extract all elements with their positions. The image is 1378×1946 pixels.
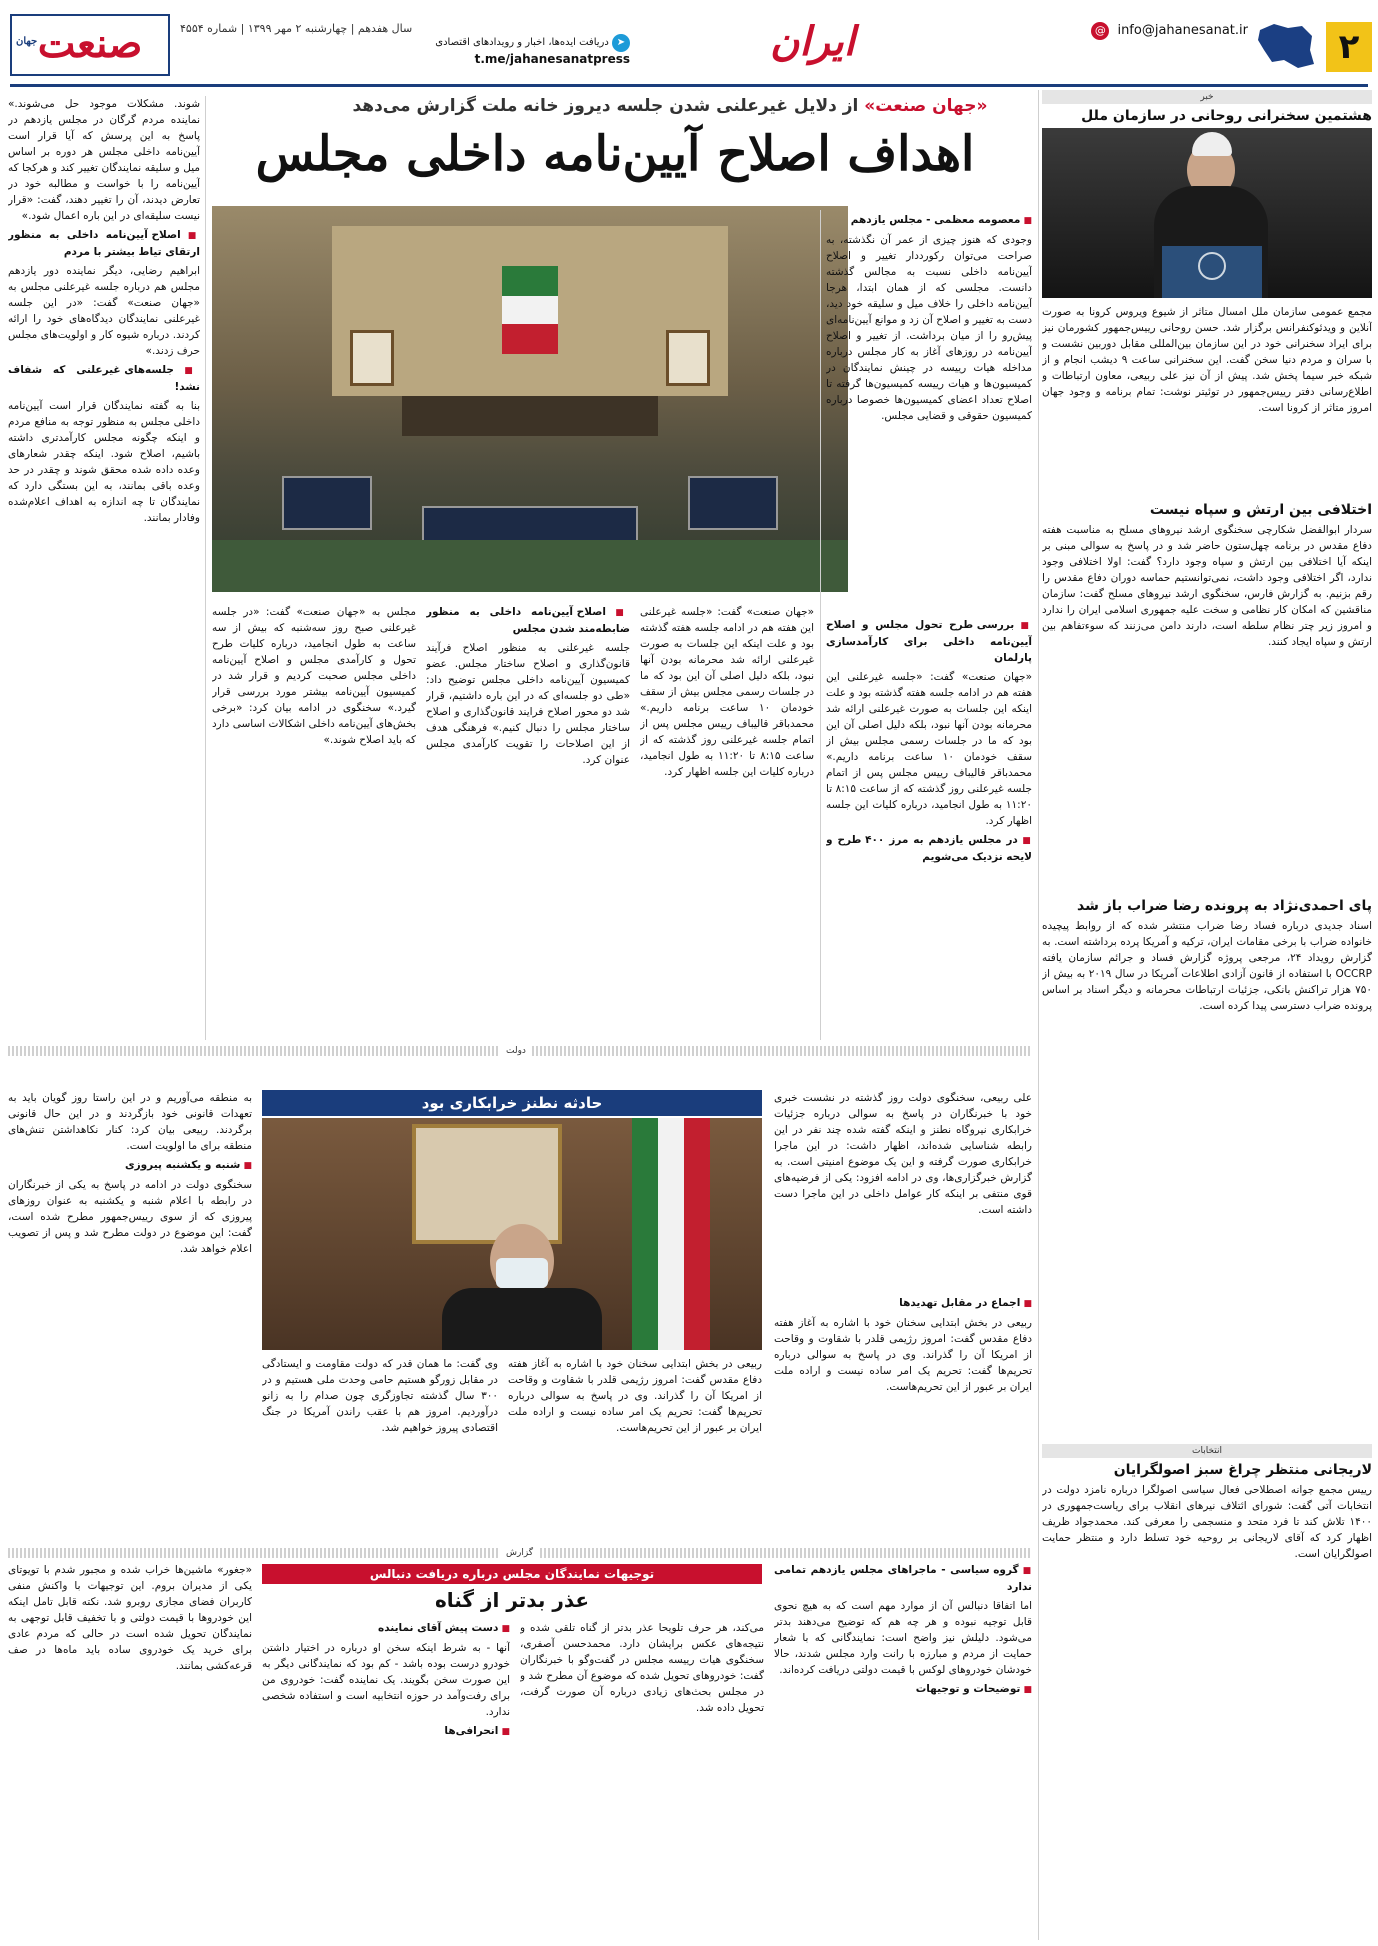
story3-col4-text: «جغور» ماشین‌ها خراب شده و مجبور شدم با تویوتای یکی از مدیران بروم. این توجیهات با واکنش منفی کاربران فضای مجازی روبرو شد. نکته قابل تامل اینکه این خودروها با قیمت دولتی و با تخفیف قابل توجهی به نمایندگان تحویل شده است در حالی که مردم عادی برای خرید یک خودروی ساده باید ماه‌ها در صف قرعه‌کشی بمانند. <box>8 1564 252 1672</box>
lead-col3-text: جلسه غیرعلنی به منظور اصلاح فرآیند قانون‌گذاری و اصلاح ساختار مجلس. عضو کمیسیون آیین‌نامه داخلی مجلس توضیح داد: «طی دو جلسه‌ای که در این باره داشتیم، قرار شد دو محور اصلاح فرایند قانون‌گذاری و اصلاح ساختار مجلس را دنبال کنیم.» فرهنگی هدف از این اصلاحات را تقویت کارآمدی مجلس عنوان کرد. <box>426 642 630 766</box>
story3-col3-text: آنها - به شرط اینکه سخن او درباره در اختیار داشتن خودرو درست بوده باشد - کم بود که نمایندگانی دیگر به این صورت سخن بگویند. یک نماینده گفت: خودروی من برای رفت‌وآمد در حوزه انتخابیه است و استفاده شخصی ندارد. <box>262 1642 510 1718</box>
story2-col1-text: علی ربیعی، سخنگوی دولت روز گذشته در نشست خبری خود با خبرنگاران در پاسخ به سوالی درباره جزئیات خرابکاری نیروگاه نطنز و اینکه گفته شده چند نفر در این رابطه شناسایی شده‌اند، اظهار داشت: در این ماجرا خرابکاری صورت گرفته و این یک موضوع امنیتی است. به گزارش خبرگزاری‌ها، وی در ادامه افزود: یکی از فرضیه‌های قوی منتفی بر اینکه کار عوامل داخلی در این ماجرا دست داشته است. <box>774 1092 1032 1216</box>
sidebar-story2-body: سردار ابوالفضل شکارچی سخنگوی ارشد نیروهای مسلح به مناسبت هفته دفاع مقدس در برنامه چهل‌ستون حاضر شد و در پاسخ به سوالی مبنی بر اینکه آیا اختلافی بین ارتش و سپاه وجود دارد؟ گفت: اولا اختلافی وجود ندارد، اگر اختلافی وجود داشت، نمی‌توانستیم حماسه دوران دفاع مقدس را رقم بزنیم. به گزارش فارس، سخنگوی ارشد نیروهای مسلح گفت: سازمان مناقشین که امکان کار نظامی و سخت علیه جمهوری اسلامی ایران را ندارد و امروز زیر چتر نظام سلطه است، دارند دامن می‌زنند که سوءتفاهم بین ارتش و سپاه ایجاد کنند. <box>1042 524 1372 648</box>
lead-col5c-text: بنا به گفته نمایندگان قرار است آیین‌نامه داخلی مجلس به منظور توجه به منافع مردم و اینکه چگونه مجلس کارآمدتری داشته باشیم، اصلاح شود. اینکه چقدر شعارهای وعده داده شده محقق شوند و چقدر در حد وعده باقی بمانند، به این بستگی دارد که نمایندگان تا چه اندازه به اهداف اعلام‌شده وفادار بمانند. <box>8 400 200 524</box>
sidebar-story3-title[interactable]: پای احمدی‌نژاد به پرونده رضا ضراب باز شد <box>1076 898 1372 914</box>
lead-col4-text: مجلس به «جهان صنعت» گفت: «در جلسه غیرعلنی صبح روز سه‌شنبه که بیش از سه ساعت به طول انجامید، درباره کلیات طرح تحول و کارآمدی مجلس و اصلاح آیین‌نامه داخلی مجلس صحبت کردیم و قرار شد در کمیسیون آیین‌نامه بیشتر مورد بررسی قرار گیرد.» سخنگوی در ادامه بیان کرد: «برخی بخش‌های آیین‌نامه داخلی اشکالات اساسی دارد که باید اصلاح شوند.» <box>212 606 416 746</box>
lead-col4 <box>212 604 416 1034</box>
story3-col2-text: می‌کند، هر حرف تلویحا عذر بدتر از گناه تلقی شده و نتیجه‌های عکس برایشان دارد. محمدحسن آصفری، سخنگوی هیات رییسه مجلس در گفت‌وگو با خبرنگاران گفت: خودروهای تحویل شده که موضوع آن مطرح شد و در مجلس بحث‌های زیادی درباره آن صورت گرفت، تحویل داده شد. <box>520 1622 764 1714</box>
lead-col2-text: «جهان صنعت» گفت: «جلسه غیرعلنی این هفته هم در ادامه جلسه هفته گذشته بود و علت اینکه این جلسات به صورت غیرعلنی ارائه شد محرمانه بودن آنها نبود، بلکه دلیل اصلی آن این بود که ما در جلسات رسمی مجلس بیش از سقف خودمان ۱۰ ساعت برنامه داریم.» محمدباقر قالیباف رییس مجلس پس از اتمام جلسه غیرعلنی روز گذشته که از ساعت ۸:۱۵ تا ۱۱:۲۰ به طول انجامید، درباره کلیات این جلسه اظهار کرد. <box>826 671 1032 827</box>
lead-kicker-text: از دلایل غیرعلنی شدن جلسه دیروز خانه ملت گزارش می‌دهد <box>352 96 859 116</box>
lead-col5b-text: ابراهیم رضایی، دیگر نماینده دور یازدهم مجلس هم درباره جلسه غیرعلنی مجلس به «جهان صنعت» گفت: «در این جلسه غیرعلنی نمایندگان دیدگاه‌های خود را ارائه کردند. درباره شیوه کار و اولویت‌های مجلس حرف زدند.» <box>8 265 200 357</box>
lead-col1b <box>826 614 1032 1034</box>
sidebar-story3-body: اسناد جدیدی درباره فساد رضا ضراب منتشر شده که از روابط پیچیده خانواده ضراب با برخی مقامات ایران، ترکیه و آمریکا پرده برداشته است. به گزارش رویداد ۲۴، مرجعی پروژه گزارش فساد و جرائم سازمان یافته OCCRP با استفاده از قانون آزادی اطلاعات آمریکا در سال ۲۰۱۹ به بیش از ۷۵۰ هزار تراکنش بانکی، جزئیات ارتباطات محرمانه و دیگر اسناد بر اساس پرونده ضراب دسترسی پیدا کرده است. <box>1042 920 1372 1012</box>
story3-sub1: ■ توضیحات و توجیهات <box>774 1681 1032 1698</box>
lead-headline[interactable]: اهداف اصلاح آیین‌نامه داخلی مجلس <box>255 126 975 182</box>
story3-sub3: ■ انحرافی‌ها <box>262 1723 510 1740</box>
story3-col3 <box>262 1620 510 1940</box>
lead-col-rule <box>820 210 821 1040</box>
lead-col2-cont: «جهان صنعت» گفت: «جلسه غیرعلنی این هفته هم در ادامه جلسه هفته گذشته بود و علت اینکه این جلسات به صورت غیرعلنی ارائه شد محرمانه بودن آنها نبود، بلکه دلیل اصلی آن این بود که ما در جلسات رسمی مجلس بیش از سقف خودمان ۱۰ ساعت برنامه داریم.» محمدباقر قالیباف رییس مجلس پس از اتمام جلسه غیرعلنی روز گذشته که از ساعت ۸:۱۵ تا ۱۱:۲۰ به طول انجامید، درباره کلیات این جلسه اظهار کرد. <box>640 606 814 778</box>
logo-small-text: جهان <box>16 36 38 47</box>
section-title: ایران <box>770 18 855 65</box>
email-icon: @ <box>1091 22 1109 40</box>
story3-sub2: ■ دست پیش آقای نماینده <box>262 1620 510 1637</box>
section-label-report: گزارش <box>500 1548 539 1558</box>
left-col-rule <box>205 96 206 1040</box>
sidebar-tag-elections: انتخابات <box>1042 1444 1372 1458</box>
story2-col4 <box>8 1090 252 1546</box>
story2-sub1: ■ اجماع در مقابل تهدیدها <box>774 1295 1032 1312</box>
sidebar-tag-news: خبر <box>1042 90 1372 104</box>
lead-col5 <box>8 96 200 1036</box>
lead-sub5: ■ جلسه‌های غیرعلنی که شفاف نشد! <box>8 362 200 395</box>
story2-col4-text: به منطقه می‌آوریم و در این راستا روز گویان باید به تعهدات قانونی خود بازگردند و در این حال قانونی برگردند. ربیعی بیان کرد: کنار نکاهداشتن تنش‌های منطقه برای ما اولویت است. <box>8 1092 252 1152</box>
masthead-rule <box>10 84 1368 87</box>
lead-sub4: ■ اصلاح آیین‌نامه داخلی به منظور ارتقای تیاط بیشتر با مردم <box>8 227 200 260</box>
story2-col2-text: ربیعی در بخش ابتدایی سخنان خود با اشاره به آغاز هفته دفاع مقدس گفت: امروز رژیمی قلدر با شقاوت و وقاحت از امریکا آن را گذراند. وی در پاسخ به سوالی درباره تحریم‌ها گفت: تحریم یک امر ساده نیست و اراده ملت ایران بر عبور از این تحریم‌هاست. <box>774 1317 1032 1393</box>
sidebar-story4-body: رییس مجمع جوانه اصطلاحی فعال سیاسی اصولگرا درباره نامزد دولت در انتخابات آتی گفت: شورای ائتلاف نیرهای انقلاب برای ریاست‌جمهوری در ۱۴۰۰ تلاش کند تا فرد متحد و منسجمی را معرفی کند. محمدجواد ظریف اظهار کرد که آقای لاریجانی بر روحیه خود تسلط دارد و منتظر حمایت اصولگرایان است. <box>1042 1484 1372 1560</box>
story2-col1 <box>774 1090 1032 1290</box>
story2-col3 <box>262 1356 498 1546</box>
story2-col3-text: وی گفت: ما همان قدر که دولت مقاومت و ایستادگی در مقابل زورگو هستیم حامی وحدت ملی هستیم و در ۳۰۰ سال گذشته تجاوزگری چون صدام را به زانو درآوردیم. امروز هم با عقب راندن آمریکا در جنگ اقتصادی پیروز خواهیم شد. <box>262 1358 498 1434</box>
story2-col1b <box>774 1292 1032 1552</box>
email-contact[interactable] <box>1091 22 1248 40</box>
telegram-link[interactable] <box>430 34 630 66</box>
lead-col1 <box>826 212 1032 612</box>
story2-col5-text: سخنگوی دولت در ادامه در پاسخ به یکی از خبرنگاران در رابطه با اعلام شنبه و یکشنبه به عنوان روزهای پیروزی که از سوی رییس‌جمهور مطرح شده است، گفت: این موضوع در دولت مطرح شد و پس از تصویب اعلام خواهد شد. <box>8 1179 252 1255</box>
sidebar-story4-title[interactable]: لاریجانی منتظر چراغ سبز اصولگرایان <box>1113 1462 1372 1478</box>
sidebar-story2-title[interactable]: اختلافی بین ارتش و سپاه نیست <box>1149 502 1372 518</box>
lead-col1-text: وجودی که هنوز چیزی از عمر آن نگذشته، به صراحت می‌توان رکورددار تغییر و اصلاح آیین‌نامه داخلی نسبت به مجالس گذشته دانست. مجلسی که از همان ابتدا، هرجا آیین‌نامه داخلی را خلاف میل و سلیقه خود دید، دست به تغییر و اصلاح آن زد و موانع آیین‌نامه‌ای پیش‌رو را از میان برداشت. از تغییر و اصلاح آیین‌نامه در روزهای آغاز به کار مجلس درباره مداخله هیات رییسه در چینش نمایندگان در کمیسیون‌ها و هیات رییسه کمیسیون‌ها گرفته تا اصلاح تعداد اعضای کمیسیون‌ها خصوصا درباره کمیسیون حقوقی و قضایی مجلس. <box>826 234 1032 422</box>
story3-kicker: توجیهات نمایندگان مجلس درباره دریافت دنبالس <box>262 1564 762 1584</box>
lead-kicker-source: «جهان صنعت» <box>864 96 988 116</box>
story3-byline: ■ گروه سیاسی - ماجراهای مجلس یازدهم تمامی ندارد <box>774 1562 1032 1595</box>
rabiei-photo <box>262 1118 762 1350</box>
parliament-photo <box>212 206 848 592</box>
story3-col1 <box>774 1562 1032 1940</box>
story3-title[interactable]: عذر بدتر از گناه <box>434 1588 590 1612</box>
story3-col2 <box>520 1620 764 1940</box>
email-text: info@jahanesanat.ir <box>1117 23 1248 38</box>
lead-kicker <box>320 96 1020 116</box>
logo-text: صنعت <box>37 20 143 67</box>
story2-title[interactable]: حادثه نطنز خرابکاری بود <box>262 1090 762 1116</box>
masthead <box>0 0 1378 88</box>
issue-info: سال هفدهم | چهارشنبه ۲ مهر ۱۳۹۹ | شماره ۴۵۵۴ <box>180 22 413 35</box>
sidebar <box>1042 90 1372 1940</box>
story3-col4 <box>8 1562 252 1940</box>
section-label-government: دولت <box>500 1046 532 1056</box>
newspaper-logo[interactable] <box>10 14 170 76</box>
story3-col1-text: اما اتفاقا دنبالس آن از موارد مهم است که به هیچ نحوی قابل توجیه نبوده و هر چه هم که توضیح می‌دهند بدتر می‌شود. دلیلش نیز واضح است: نمایندگانی که با شعار حمایت از مردم و مبارزه با رانت وارد مجلس شدند، حالا خودشان خودروهای لوکس با قیمت دولتی دریافت کرده‌اند. <box>774 1600 1032 1676</box>
story2-sub2: ■ شنبه و یکشنبه پیروزی <box>8 1157 252 1174</box>
sidebar-story1-title[interactable]: هشتمین سخنرانی روحانی در سازمان ملل <box>1081 108 1372 124</box>
story2-col2-cont: ربیعی در بخش ابتدایی سخنان خود با اشاره به آغاز هفته دفاع مقدس گفت: امروز رژیمی قلدر با شقاوت و وقاحت از امریکا آن را گذراند. وی در پاسخ به سوالی درباره تحریم‌ها گفت: تحریم یک امر ساده نیست و اراده ملت ایران بر عبور از این تحریم‌هاست. <box>508 1358 762 1434</box>
telegram-url: t.me/jahanesanatpress <box>474 52 630 66</box>
lead-col5-text: شوند. مشکلات موجود حل می‌شوند.» نماینده مردم گرگان در مجلس یازدهم در پاسخ به این پرسش که آیا قرار است آیین‌نامه داخلی مجلس هر دوره بر اساس میل و سلیقه نمایندگان تغییر کند و هرکجا که آیین‌نامه را با خواست و مطالبه خود در تعارض دیدند، آن را تغییر دهند، گفت: «قرار نیست سلیقه‌ای در این باره اعمال شود.» <box>8 98 200 222</box>
sidebar-rule <box>1038 90 1039 1940</box>
sidebar-story1-body: مجمع عمومی سازمان ملل امسال متاثر از شیوع ویروس کرونا به صورت آنلاین و ویدئوکنفرانس برگزار شد. حسن روحانی رییس‌جمهور کشورمان نیز برای ایراد سخنرانی خود در این سازمان بین‌المللی مقابل دوربین نشست و با سران و مردم دنیا سخن گفت. این سخنرانی ساعت ۹ دیشب انجام و از شبکه خبر سیما پخش شد. پیش از آن نیز علی ربیعی، معاون ارتباطات و اطلاع‌رسانی دفتر رییس‌جمهور در توئیتر نوشت: تمام برنامه و وجود جهان امروز متاثر از کرونا است. <box>1042 306 1372 414</box>
telegram-label: دریافت ایده‌ها، اخبار و رویدادهای اقتصادی <box>435 37 609 48</box>
lead-sub1: ■ بررسی طرح تحول مجلس و اصلاح آیین‌نامه داخلی برای کارآمدسازی پارلمان <box>826 617 1032 666</box>
lead-sub2: ■ در مجلس یازدهم به مرز ۴۰۰ طرح و لایحه نزدیک می‌شویم <box>826 832 1032 865</box>
lead-byline: ■ معصومه معظمی - مجلس یازدهم <box>826 212 1032 229</box>
lead-sub3-head: ■ اصلاح آیین‌نامه داخلی به منظور ضابطه‌مند شدن مجلس <box>426 604 630 637</box>
story2-col2 <box>508 1356 762 1546</box>
rouhani-un-photo <box>1042 128 1372 298</box>
telegram-icon: ➤ <box>612 34 630 52</box>
page-number: ۲ <box>1326 22 1372 72</box>
lead-col3 <box>426 604 630 1034</box>
iran-map-icon <box>1254 20 1318 72</box>
lead-col2 <box>640 604 814 1034</box>
